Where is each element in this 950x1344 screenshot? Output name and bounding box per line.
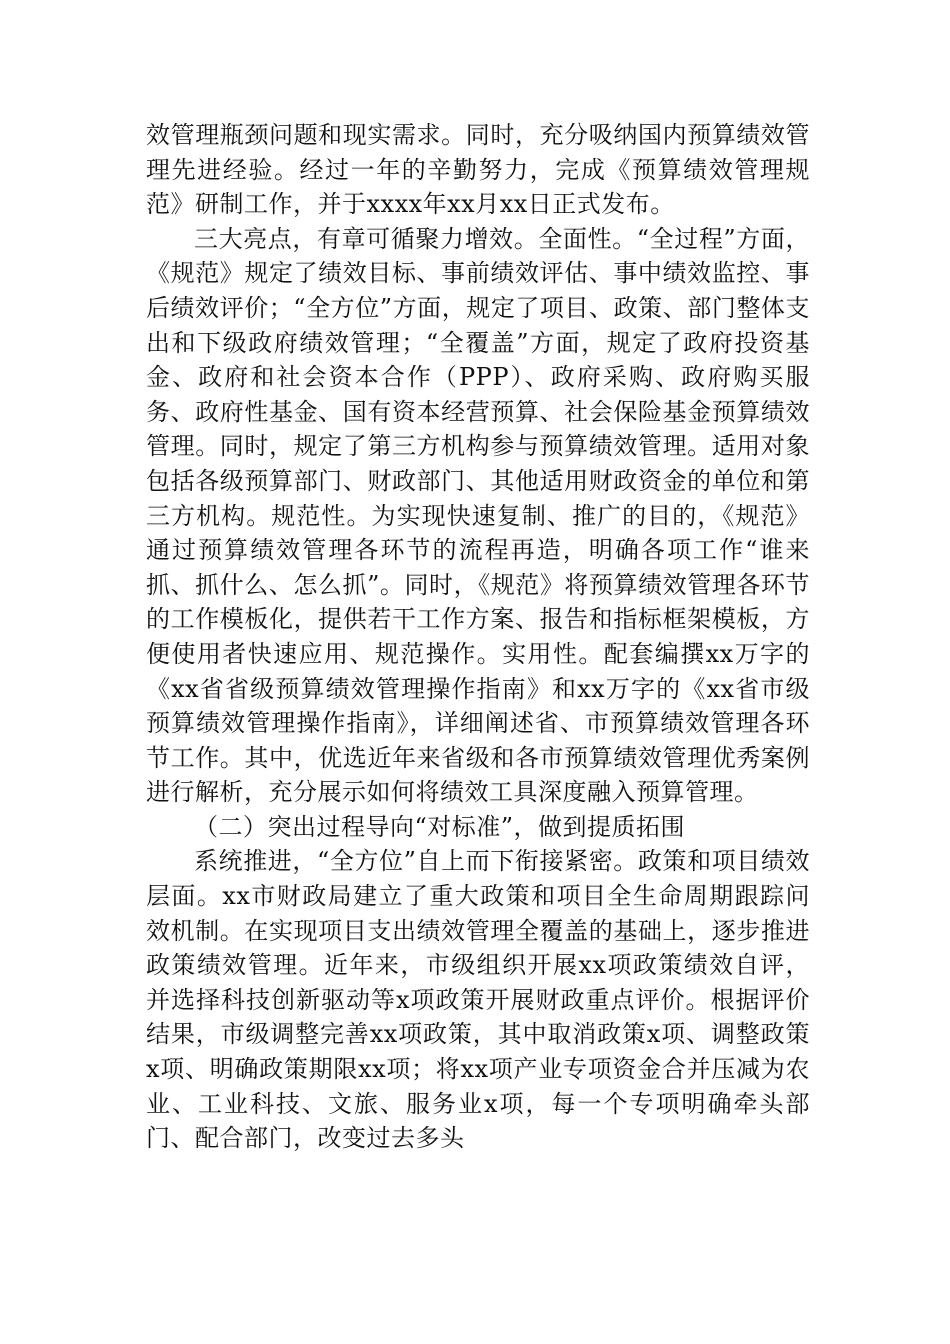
paragraph-three-highlights: 三大亮点，有章可循聚力增效。全面性。“全过程”方面，《规范》规定了绩效目标、事前绩效评估、事中绩效监控、事后绩效评价；“全方位”方面，规定了项目、政策、部门整体支出和下级政府绩效管理；“全覆盖”方面，规定了政府投资基金、政府和社会资本合作（PPP）、政府采购、政府购买服务、政府性基金、国有资本经营预算、社会保险基金预算绩效管理。同时，规定了第三方机构参与预算绩效管理。适用对象包括各级预算部门、财政部门、其他适用财政资金的单位和第三方机构。规范性。为实现快速复制、推广的目的，《规范》通过预算绩效管理各环节的流程再造，明确各项工作“谁来抓、抓什么、怎么抓”。同时，《规范》将预算绩效管理各环节的工作模板化，提供若干工作方案、报告和指标框架模板，方便使用者快速应用、规范操作。实用性。配套编撰xx万字的《xx省省级预算绩效管理操作指南》和xx万字的《xx省市级预算绩效管理操作指南》，详细阐述省、市预算绩效管理各环节工作。其中，优选近年来省级和各市预算绩效管理优秀案例进行解析，充分展示如何将绩效工具深度融入预算管理。	[146, 224, 810, 807]
document-body	[146, 118, 810, 1156]
paragraph-continuation: 效管理瓶颈问题和现实需求。同时，充分吸纳国内预算绩效管理先进经验。经过一年的辛勤努力，完成《预算绩效管理规范》研制工作，并于xxxx年xx月xx日正式发布。	[146, 121, 810, 219]
section-heading: （二）突出过程导向“对标准”，做到提质拓围	[194, 812, 686, 841]
paragraph-systematic-advance: 系统推进，“全方位”自上而下衔接紧密。政策和项目绩效层面。xx市财政局建立了重大政策和项目全生命周期跟踪问效机制。在实现项目支出绩效管理全覆盖的基础上，逐步推进政策绩效管理。近年来，市级组织开展xx项政策绩效自评，并选择科技创新驱动等x项政策开展财政重点评价。根据评价结果，市级调整完善xx项政策，其中取消政策x项、调整政策x项、明确政策期限xx项；将xx项产业专项资金合并压减为农业、工业科技、文旅、服务业x项，每一个专项明确牵头部门、配合部门，改变过去多头	[146, 847, 810, 1153]
